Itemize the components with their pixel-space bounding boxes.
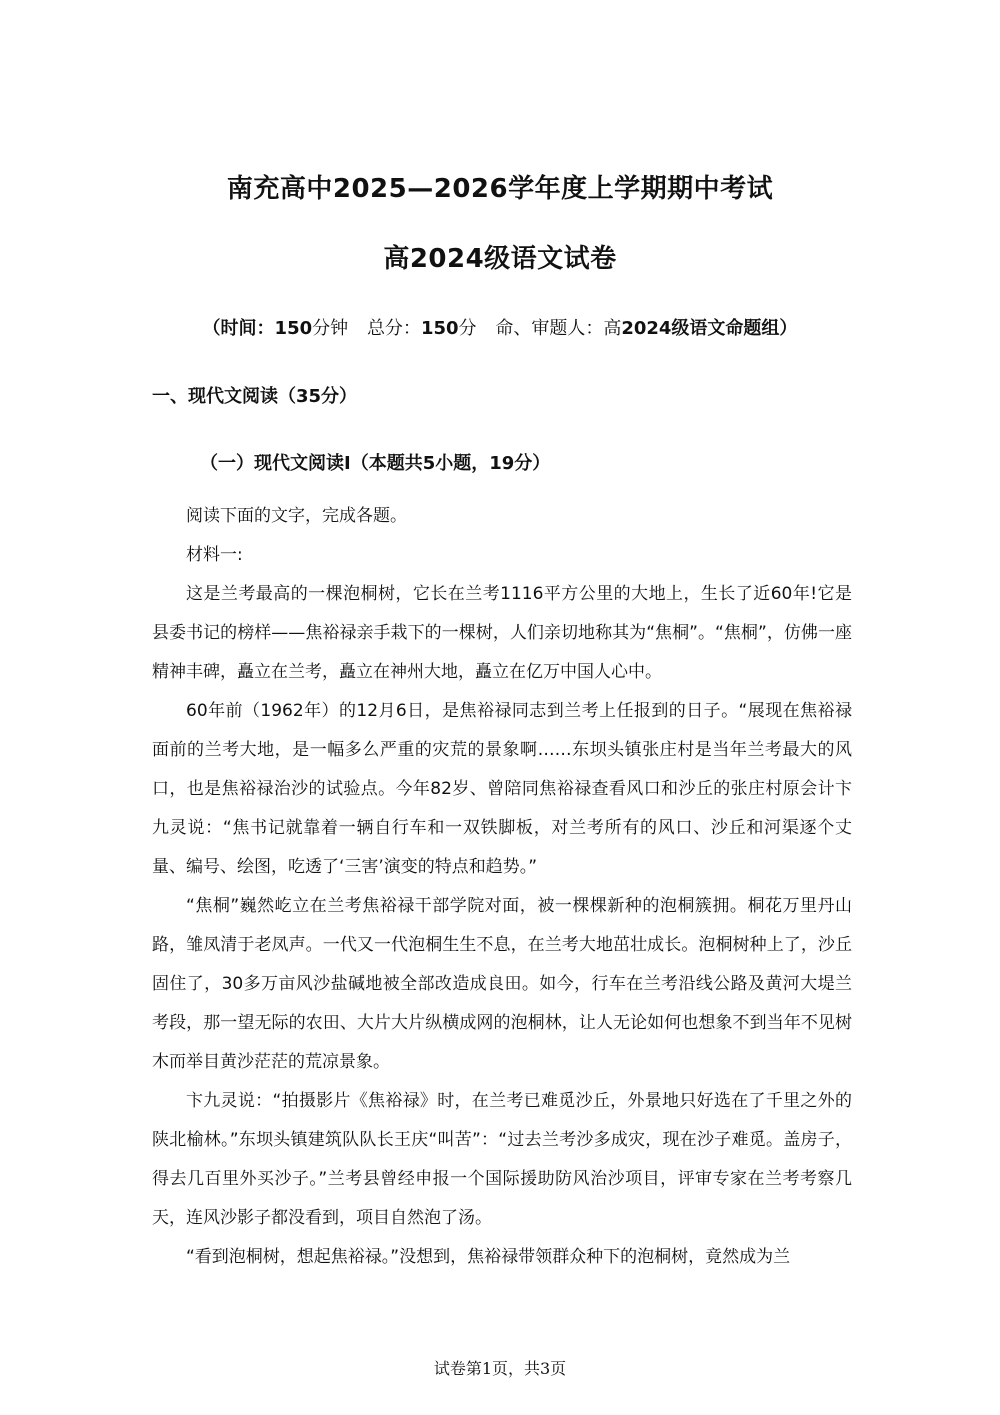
page-footer: 试卷第1页，共3页 — [433, 1359, 567, 1378]
total-value: 150 — [420, 318, 459, 339]
subsection-heading: （一）现代文阅读Ⅰ（本题共5小题，19分） — [200, 453, 551, 474]
paragraph: 这是兰考最高的一棵泡桐树，它长在兰考1116平方公里的大地上，生长了近60年!它是县委书记的榜样——焦裕禄亲手栽下的一棵树，人们亲切地称其为“焦桐”。“焦桐”，仿佛一座精神丰碑，矗立在兰考，矗立在神州大地，矗立在亿万中国人心中。 — [152, 584, 852, 682]
time-unit: 分钟 — [312, 318, 349, 339]
material-label: 材料一: — [186, 545, 243, 565]
exam-title: 南充高中2025—2026学年度上学期期中考试 — [226, 174, 774, 204]
paragraph: “焦桐”巍然屹立在兰考焦裕禄干部学院对面，被一棵棵新种的泡桐簇拥。桐花万里丹山路，雏凤清于老凤声。一代又一代泡桐生生不息，在兰考大地茁壮成长。泡桐树种上了，沙丘固住了，30多万亩风沙盐碱地被全部改造成良田。如今，行车在兰考沿线公路及黄河大堤兰考段，那一望无际的农田、大片大片纵横成网的泡桐林，让人无论如何也想象不到当年不见树木而举目黄沙茫茫的荒凉景象。 — [152, 896, 852, 1072]
total-label: 总分： — [366, 318, 421, 339]
time-value: 150 — [274, 318, 313, 339]
meta-open: （时间： — [202, 318, 275, 339]
exam-meta-line — [0, 314, 1000, 340]
author-label: 命、审题人：高 — [495, 318, 622, 339]
total-unit: 分 — [458, 318, 477, 339]
reading-passage — [152, 497, 852, 1277]
paragraph: 卞九灵说：“拍摄影片《焦裕禄》时，在兰考已难觅沙丘，外景地只好选在了千里之外的陕北榆林。”东坝头镇建筑队队长王庆“叫苦”：“过去兰考沙多成灾，现在沙子难觅。盖房子，得去几百里外买沙子。”兰考县曾经申报一个国际援助防风治沙项目，评审专家在兰考考察几天，连风沙影子都没看到，项目自然泡了汤。 — [152, 1091, 852, 1228]
paragraph: 60年前（1962年）的12月6日，是焦裕禄同志到兰考上任报到的日子。“展现在焦裕禄面前的兰考大地，是一幅多么严重的灾荒的景象啊……东坝头镇张庄村是当年兰考最大的风口，也是焦裕禄治沙的试验点。今年82岁、曾陪同焦裕禄查看风口和沙丘的张庄村原会计卞九灵说：“焦书记就靠着一辆自行车和一双铁脚板，对兰考所有的风口、沙丘和河渠逐个丈量、编号、绘图，吃透了‘三害’演变的特点和趋势。” — [152, 701, 852, 877]
section-heading: 一、现代文阅读（35分） — [152, 386, 358, 407]
paragraph: “看到泡桐树，想起焦裕禄。”没想到，焦裕禄带领群众种下的泡桐树，竟然成为兰 — [186, 1247, 791, 1267]
instruction-text: 阅读下面的文字，完成各题。 — [186, 506, 407, 526]
exam-subtitle: 高2024级语文试卷 — [383, 244, 617, 274]
author-group: 2024级语文命题组） — [621, 318, 798, 339]
